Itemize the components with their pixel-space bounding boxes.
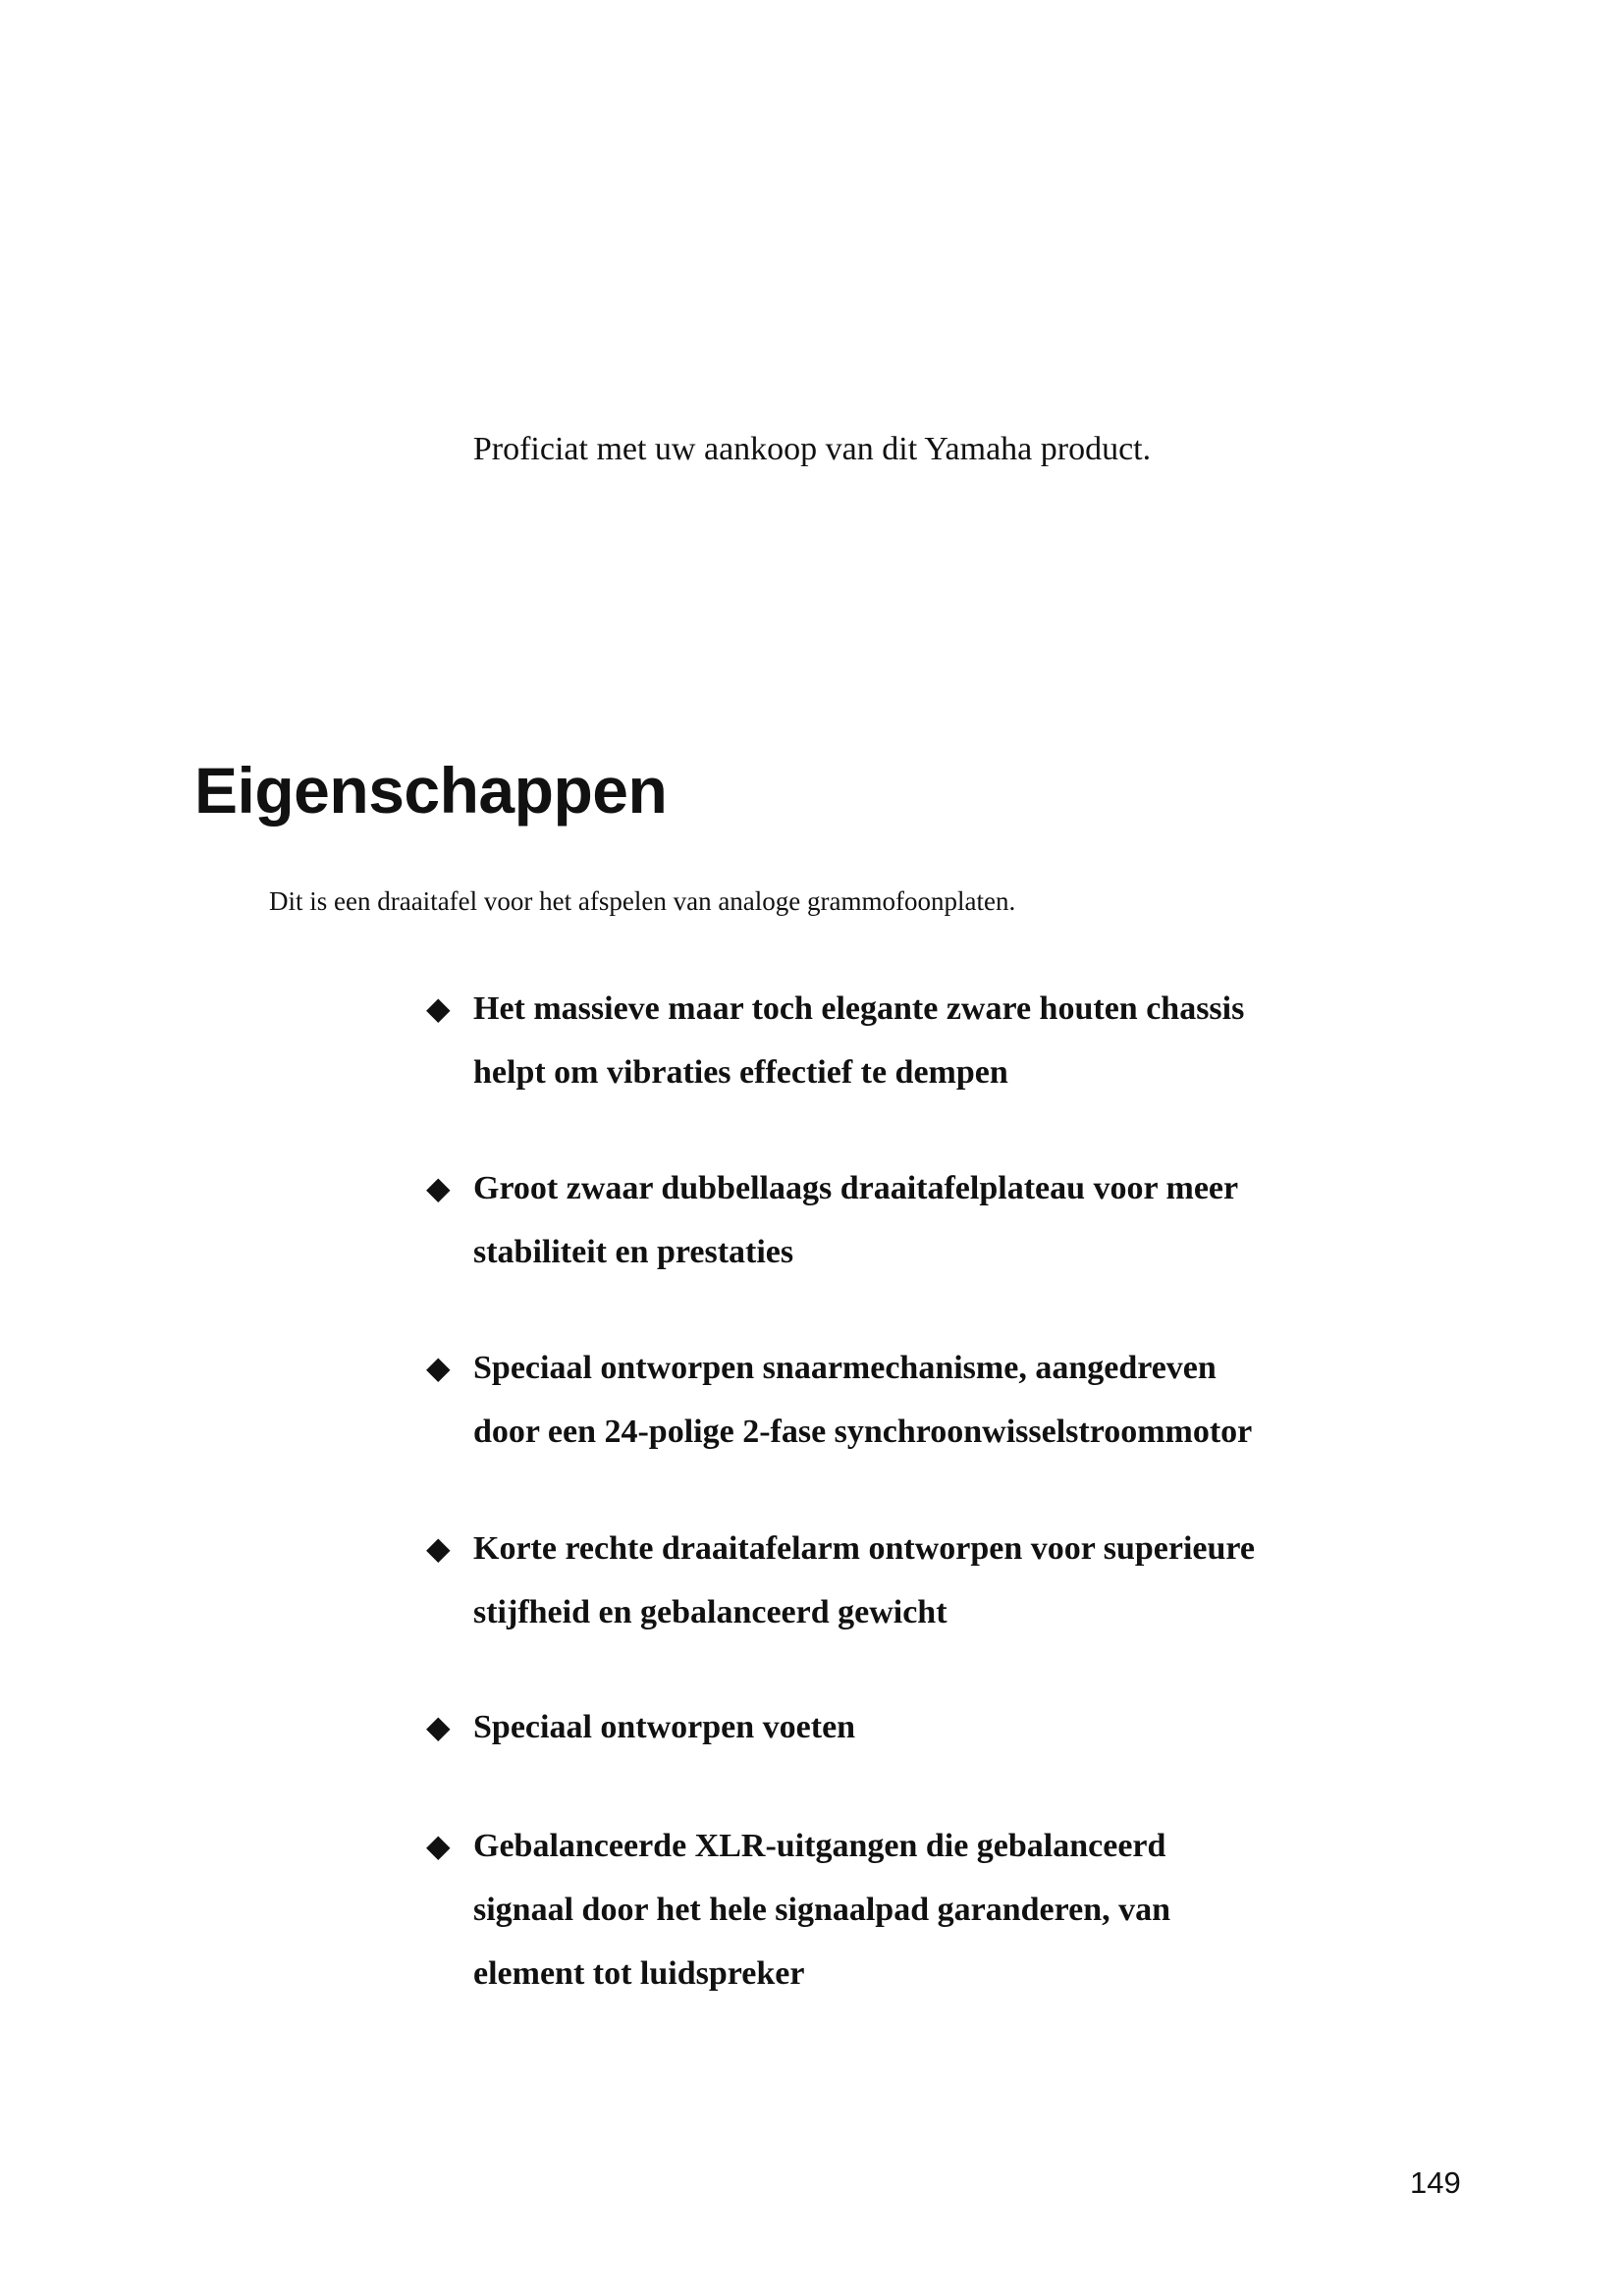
feature-line: Het massieve maar toch elegante zware houten chassis bbox=[473, 990, 1245, 1027]
diamond-bullet-icon: ◆ bbox=[426, 1709, 451, 1744]
page-number: 149 bbox=[1410, 2165, 1461, 2200]
feature-line: Korte rechte draaitafelarm ontworpen voor superieure bbox=[473, 1530, 1255, 1567]
feature-item bbox=[426, 1517, 1388, 1644]
feature-item bbox=[426, 1695, 1388, 1759]
feature-line: door een 24-polige 2-fase synchroonwisselstroommotor bbox=[473, 1414, 1253, 1450]
section-lead-text: Dit is een draaitafel voor het afspelen van analoge grammofoonplaten. bbox=[269, 886, 1016, 916]
feature-text bbox=[473, 1814, 1357, 2005]
feature-line: Groot zwaar dubbellaags draaitafelplateau voor meer bbox=[473, 1170, 1239, 1206]
intro-text: Proficiat met uw aankoop van dit Yamaha product. bbox=[472, 431, 1152, 467]
feature-item bbox=[426, 1156, 1388, 1284]
feature-line: signaal door het hele signaalpad garanderen, van bbox=[473, 1892, 1171, 1928]
feature-text bbox=[473, 1517, 1357, 1644]
feature-text bbox=[473, 1336, 1357, 1464]
feature-line: Speciaal ontworpen voeten bbox=[473, 1709, 856, 1745]
diamond-bullet-icon: ◆ bbox=[426, 1530, 451, 1566]
feature-line: element tot luidspreker bbox=[473, 1955, 805, 1992]
diamond-bullet-icon: ◆ bbox=[426, 1350, 451, 1385]
feature-text bbox=[473, 1695, 1357, 1759]
feature-line: Gebalanceerde XLR-uitgangen die gebalanceerd bbox=[473, 1828, 1166, 1864]
feature-item bbox=[426, 1336, 1388, 1464]
feature-item bbox=[426, 1814, 1388, 2005]
diamond-bullet-icon: ◆ bbox=[426, 990, 451, 1026]
feature-line: stabiliteit en prestaties bbox=[473, 1234, 794, 1270]
diamond-bullet-icon: ◆ bbox=[426, 1170, 451, 1205]
feature-item bbox=[426, 977, 1388, 1104]
feature-line: stijfheid en gebalanceerd gewicht bbox=[473, 1594, 947, 1630]
feature-text bbox=[473, 1156, 1357, 1284]
feature-line: helpt om vibraties effectief te dempen bbox=[473, 1054, 1008, 1091]
section-title: Eigenschappen bbox=[194, 754, 668, 827]
feature-text bbox=[473, 977, 1357, 1104]
feature-line: Speciaal ontworpen snaarmechanisme, aangedreven bbox=[473, 1350, 1217, 1386]
diamond-bullet-icon: ◆ bbox=[426, 1828, 451, 1863]
